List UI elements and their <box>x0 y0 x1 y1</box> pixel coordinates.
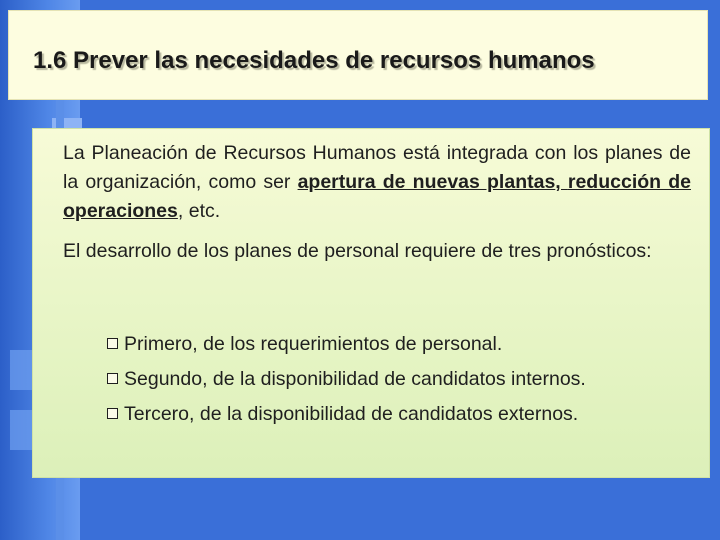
underlined-reduction: reducción de operaciones <box>63 171 691 222</box>
paragraph-planning <box>63 139 691 226</box>
title-box <box>8 10 708 100</box>
forecast-second: Segundo, de la disponibilidad de candidatos internos. <box>124 368 586 390</box>
forecast-third: Tercero, de la disponibilidad de candidatos externos. <box>124 403 579 425</box>
forecast-first: Primero, de los requerimientos de personal. <box>124 333 503 355</box>
underlined-separator: , <box>555 171 568 193</box>
paragraph-intro: La Planeación de Recursos Humanos está integrada con los planes de la organización, como ser <box>63 142 691 193</box>
square-bullet-icon <box>107 373 120 386</box>
square-bullet-icon <box>107 338 120 351</box>
square-bullet-icon <box>107 408 120 421</box>
underlined-new-plants: apertura de nuevas plantas <box>297 171 556 193</box>
forecast-list <box>107 327 586 432</box>
list-item <box>107 327 586 362</box>
slide-title: 1.6 Prever las necesidades de recursos humanos <box>33 47 595 74</box>
list-item <box>107 397 586 432</box>
paragraph-tail: , etc. <box>177 200 221 222</box>
list-item <box>107 362 586 397</box>
content-box <box>32 128 710 478</box>
paragraph-forecasts: El desarrollo de los planes de personal requiere de tres pronósticos: <box>63 240 652 262</box>
